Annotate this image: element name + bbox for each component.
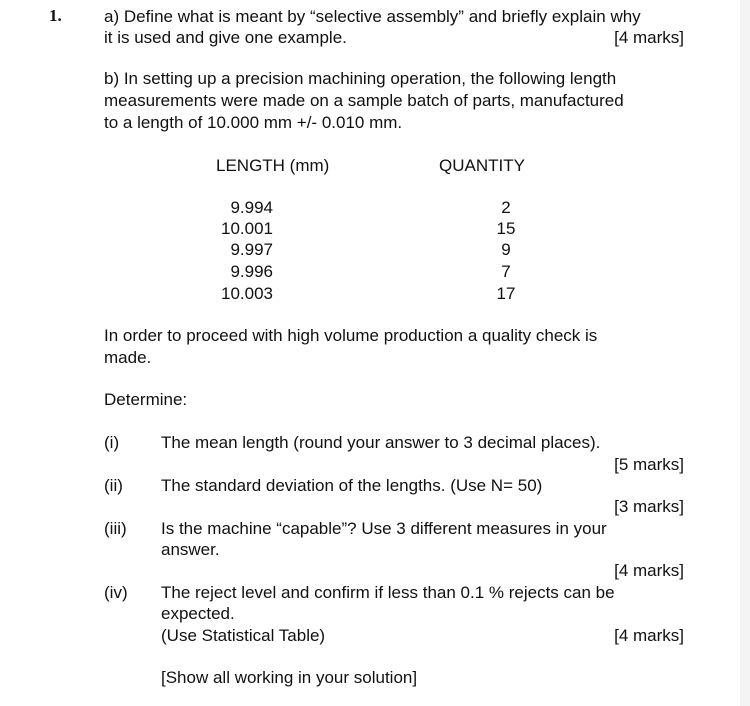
item-text-line-2: expected.: [161, 604, 235, 623]
item-marks: [4 marks]: [614, 626, 684, 645]
item-number: (i): [104, 433, 120, 452]
part-b-line-1: b) In setting up a precision machining operation, the following length: [104, 69, 617, 88]
quality-line-2: made.: [104, 348, 152, 367]
table-cell-quantity: 17: [496, 284, 516, 303]
part-b-line-3: to a length of 10.000 mm +/- 0.010 mm.: [104, 113, 403, 132]
part-a-marks: [4 marks]: [614, 28, 684, 47]
table-cell-quantity: 9: [501, 240, 511, 259]
item-number: (iv): [104, 583, 128, 602]
table-header-quantity: QUANTITY: [439, 156, 525, 175]
item-number: (iii): [104, 519, 127, 538]
item-marks: [5 marks]: [614, 455, 684, 474]
page-edge: [740, 0, 750, 706]
item-marks: [4 marks]: [614, 561, 684, 580]
part-a-line-2: it is used and give one example.: [104, 28, 347, 47]
item-number: (ii): [104, 476, 123, 495]
item-text-line-3: (Use Statistical Table): [161, 626, 326, 645]
footer-note: [Show all working in your solution]: [161, 668, 418, 687]
table-cell-length: 10.001: [221, 219, 273, 238]
table-header-length: LENGTH (mm): [216, 156, 330, 175]
table-cell-length: 9.996: [230, 262, 273, 281]
question-number: 1.: [49, 6, 62, 25]
table-cell-quantity: 15: [496, 219, 516, 238]
table-cell-quantity: 2: [501, 198, 511, 217]
quality-line-1: In order to proceed with high volume production a quality check is: [104, 326, 598, 345]
item-text-line-1: The standard deviation of the lengths. (Use N= 50): [161, 476, 543, 495]
table-cell-quantity: 7: [501, 262, 511, 281]
item-text-line-2: answer.: [161, 540, 220, 559]
determine-label: Determine:: [104, 390, 188, 409]
part-a-line-1: a) Define what is meant by “selective assembly” and briefly explain why: [104, 7, 641, 26]
table-cell-length: 9.994: [230, 198, 273, 217]
item-text-line-1: Is the machine “capable”? Use 3 different measures in your: [161, 519, 607, 538]
part-b-line-2: measurements were made on a sample batch of parts, manufactured: [104, 91, 624, 110]
item-text-line-1: The mean length (round your answer to 3 decimal places).: [161, 433, 601, 452]
item-marks: [3 marks]: [614, 497, 684, 516]
item-text-line-1: The reject level and confirm if less than 0.1 % rejects can be: [161, 583, 615, 602]
table-cell-length: 9.997: [230, 240, 273, 259]
table-cell-length: 10.003: [221, 284, 273, 303]
